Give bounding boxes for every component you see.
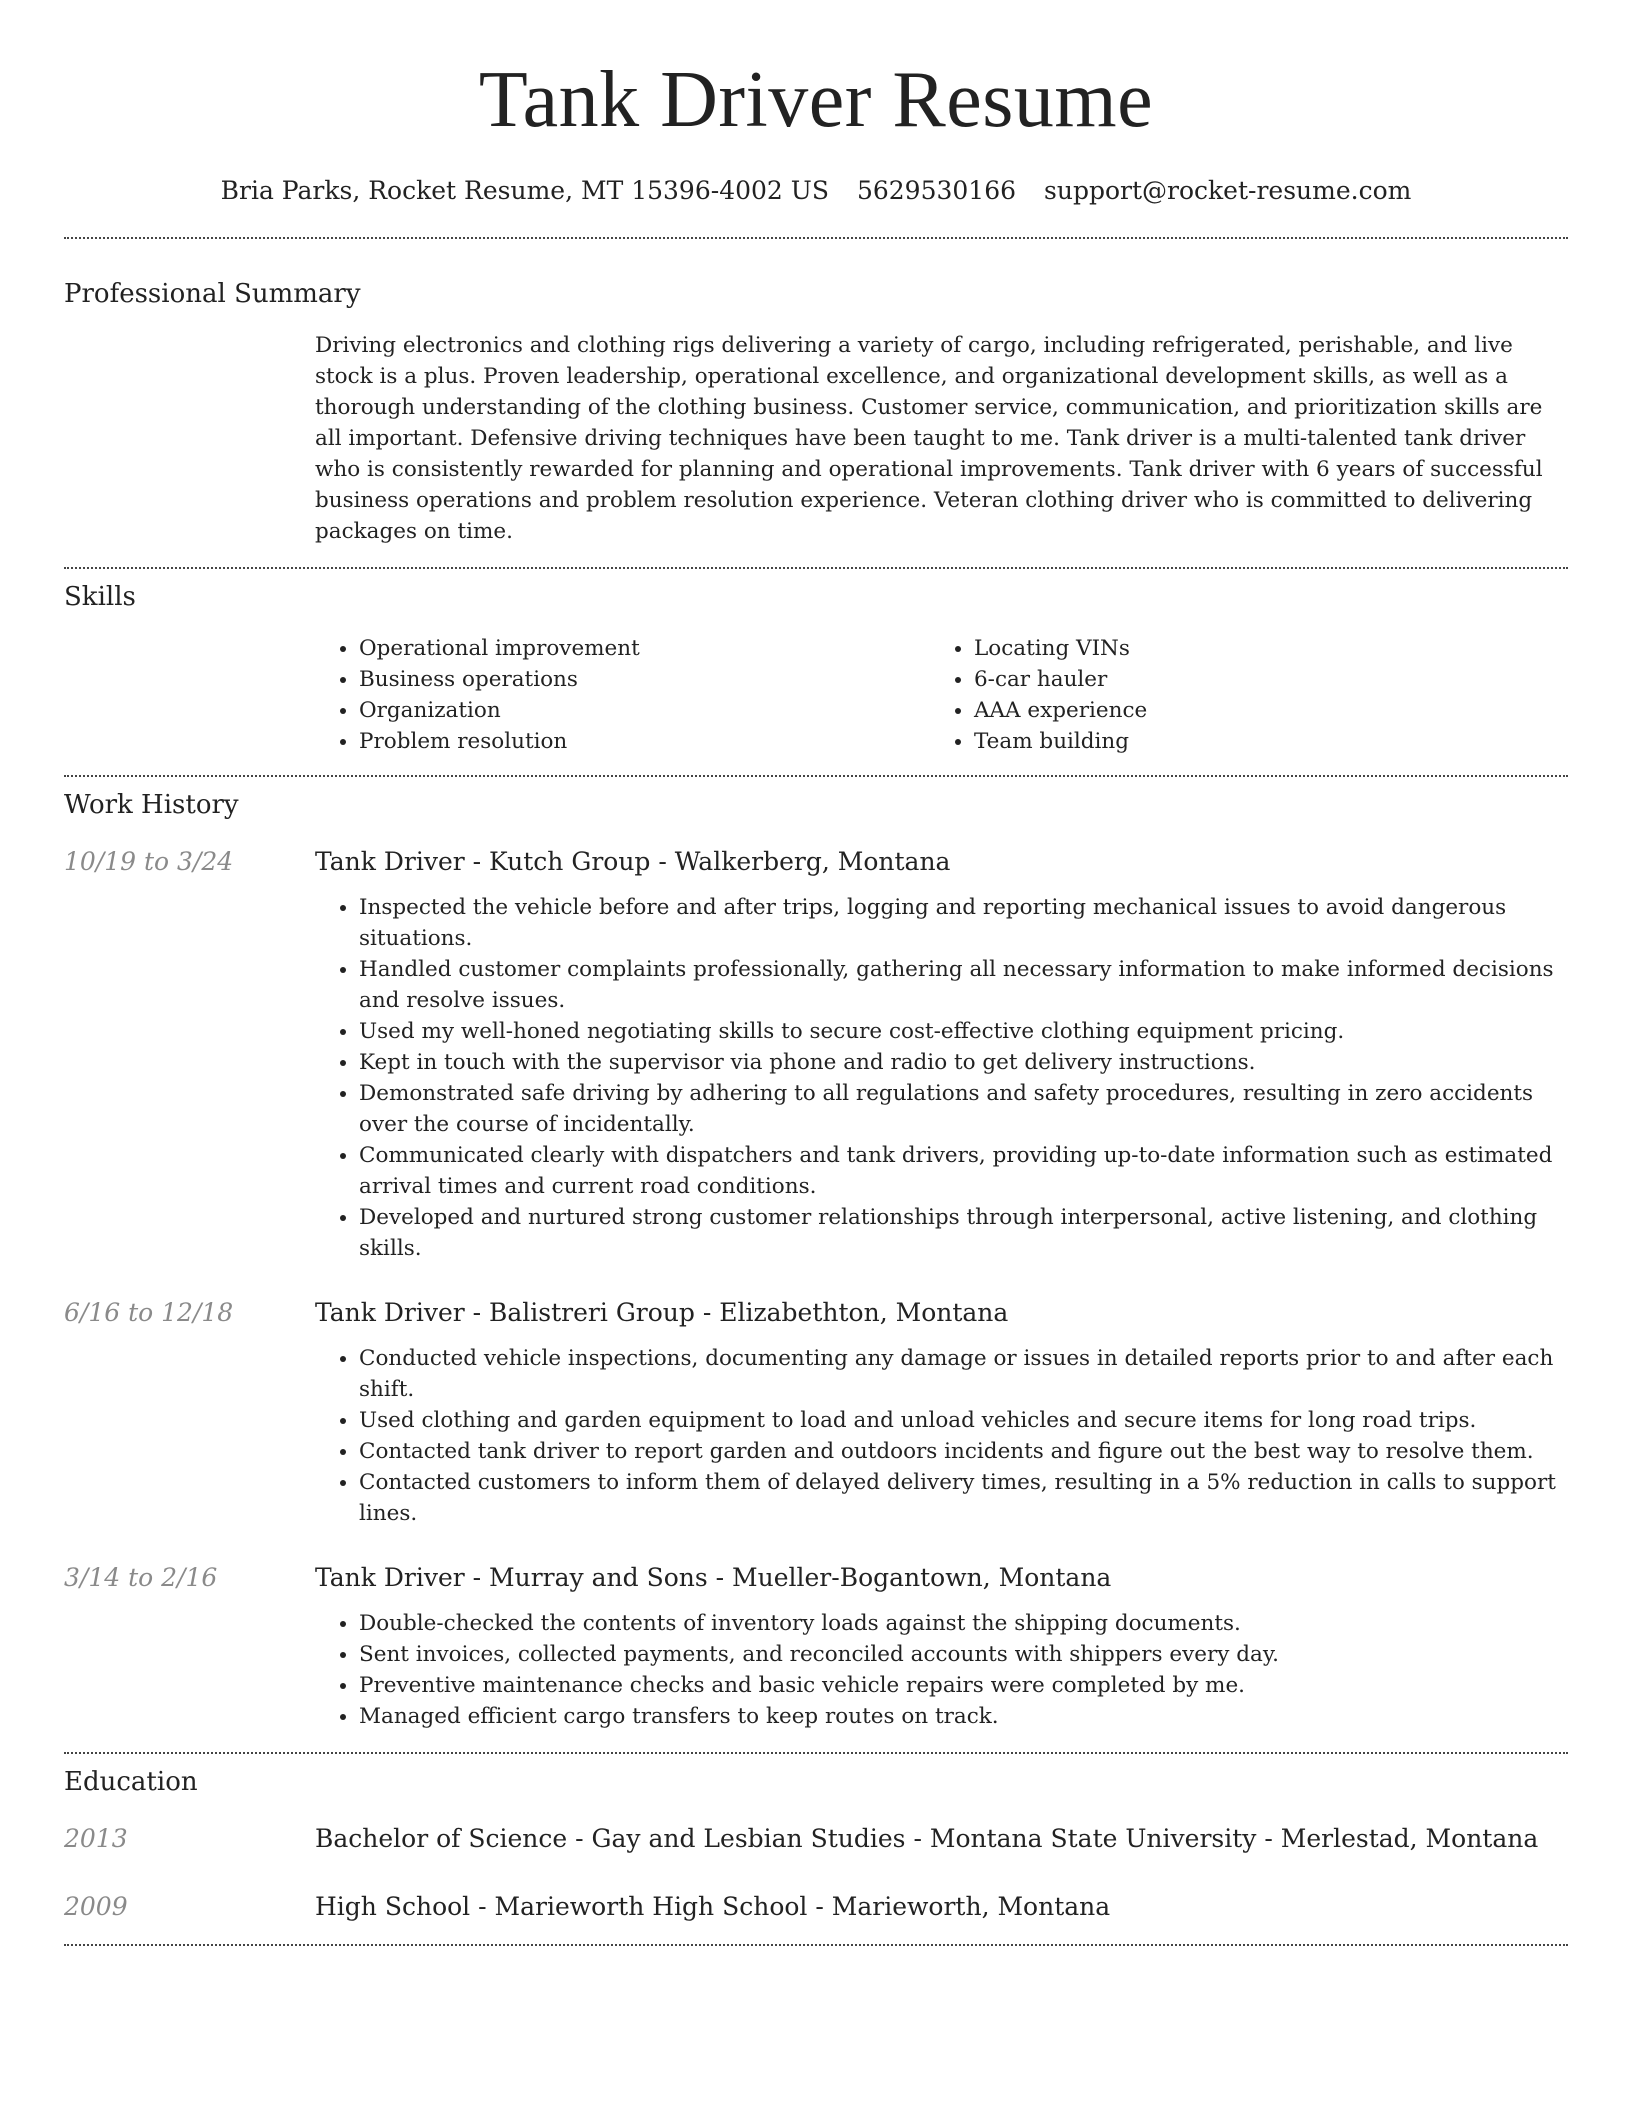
job-bullet: • Contacted customers to inform them of delayed delivery times, resulting in a 5% reduction in calls to support lines.: [359, 1467, 1568, 1529]
job-bullet: • Preventive maintenance checks and basic vehicle repairs were completed by me.: [359, 1670, 1568, 1701]
job-bullet: • Handled customer complaints professionally, gathering all necessary information to make informed decisions and resolve issues.: [359, 954, 1568, 1016]
job-bullet: • Conducted vehicle inspections, documenting any damage or issues in detailed reports prior to and after each shift.: [359, 1343, 1568, 1405]
education-section: [64, 1765, 1568, 1924]
job-heading: Tank Driver - Balistreri Group - Elizabethton, Montana: [315, 1298, 1009, 1327]
job-entry: [64, 1296, 1568, 1529]
skills-heading: Skills: [64, 582, 136, 612]
education-text: Bachelor of Science - Gay and Lesbian Studies - Montana State University - Merlestad, Montana: [315, 1824, 1539, 1853]
contact-phone: 5629530166: [856, 176, 1017, 205]
summary-section: [64, 277, 1568, 547]
job-bullet: • Used clothing and garden equipment to load and unload vehicles and secure items for long road trips.: [359, 1405, 1568, 1436]
education-entry: [64, 1890, 1568, 1924]
divider: [64, 567, 1568, 569]
job-dates: 10/19 to 3/24: [64, 847, 234, 876]
contact-line: [64, 174, 1568, 208]
divider: [64, 237, 1568, 239]
education-year: 2013: [64, 1824, 128, 1853]
work-history-section: [64, 788, 1568, 1732]
skill-item: • AAA experience: [974, 695, 1545, 726]
divider: [64, 1944, 1568, 1946]
resume-title: Tank Driver Resume: [478, 56, 1154, 144]
divider: [64, 1752, 1568, 1754]
job-bullet: • Communicated clearly with dispatchers and tank drivers, providing up-to-date information such as estimated arrival times and current road conditions.: [359, 1140, 1568, 1202]
summary-text: Driving electronics and clothing rigs delivering a variety of cargo, including refrigerated, perishable, and live stock is a plus. Proven leadership, operational excellence, and organizational development skills, as well as a thorough understanding of the clothing business. Customer service, communication, and prioritization skills are all important. Defensive driving techniques have been taught to me. Tank driver is a multi-talented tank driver who is consistently rewarded for planning and operational improvements. Tank driver with 6 years of successful business operations and problem resolution experience. Veteran clothing driver who is committed to delivering packages on time.: [315, 333, 1543, 544]
skill-item: • Organization: [359, 695, 930, 726]
job-entry: [64, 1561, 1568, 1732]
skill-item: • Team building: [974, 726, 1545, 757]
education-text: High School - Marieworth High School - Marieworth, Montana: [315, 1892, 1111, 1921]
education-entry: [64, 1822, 1568, 1856]
contact-address: Bria Parks, Rocket Resume, MT 15396-4002 US: [220, 176, 829, 205]
skill-item: • Locating VINs: [974, 633, 1545, 664]
skills-section: [64, 580, 1568, 757]
job-bullet: • Kept in touch with the supervisor via phone and radio to get delivery instructions.: [359, 1047, 1568, 1078]
job-bullet: • Double-checked the contents of inventory loads against the shipping documents.: [359, 1608, 1568, 1639]
job-bullet: • Sent invoices, collected payments, and reconciled accounts with shippers every day.: [359, 1639, 1568, 1670]
skills-column-right: [930, 633, 1545, 757]
job-bullet: • Inspected the vehicle before and after trips, logging and reporting mechanical issues to avoid dangerous situations.: [359, 892, 1568, 954]
summary-heading: Professional Summary: [64, 279, 361, 309]
skill-item: • Operational improvement: [359, 633, 930, 664]
contact-email: support@rocket-resume.com: [1044, 176, 1412, 205]
job-bullet: • Contacted tank driver to report garden and outdoors incidents and figure out the best way to resolve them.: [359, 1436, 1568, 1467]
education-heading: Education: [64, 1767, 198, 1797]
skill-item: • Problem resolution: [359, 726, 930, 757]
job-entry: [64, 845, 1568, 1264]
skills-column-left: [315, 633, 930, 757]
job-bullet: • Managed efficient cargo transfers to keep routes on track.: [359, 1701, 1568, 1732]
job-heading: Tank Driver - Murray and Sons - Mueller-Bogantown, Montana: [315, 1563, 1112, 1592]
skill-item: • 6-car hauler: [974, 664, 1545, 695]
education-year: 2009: [64, 1892, 128, 1921]
skill-item: • Business operations: [359, 664, 930, 695]
job-dates: 3/14 to 2/16: [64, 1563, 218, 1592]
job-heading: Tank Driver - Kutch Group - Walkerberg, Montana: [315, 847, 951, 876]
job-dates: 6/16 to 12/18: [64, 1298, 234, 1327]
job-bullet: • Used my well-honed negotiating skills to secure cost-effective clothing equipment pricing.: [359, 1016, 1568, 1047]
work-history-heading: Work History: [64, 790, 239, 820]
job-bullet: • Developed and nurtured strong customer relationships through interpersonal, active listening, and clothing skills.: [359, 1202, 1568, 1264]
job-bullet: • Demonstrated safe driving by adhering to all regulations and safety procedures, resulting in zero accidents over the course of incidentally.: [359, 1078, 1568, 1140]
resume-page: [64, 0, 1568, 1946]
divider: [64, 775, 1568, 777]
